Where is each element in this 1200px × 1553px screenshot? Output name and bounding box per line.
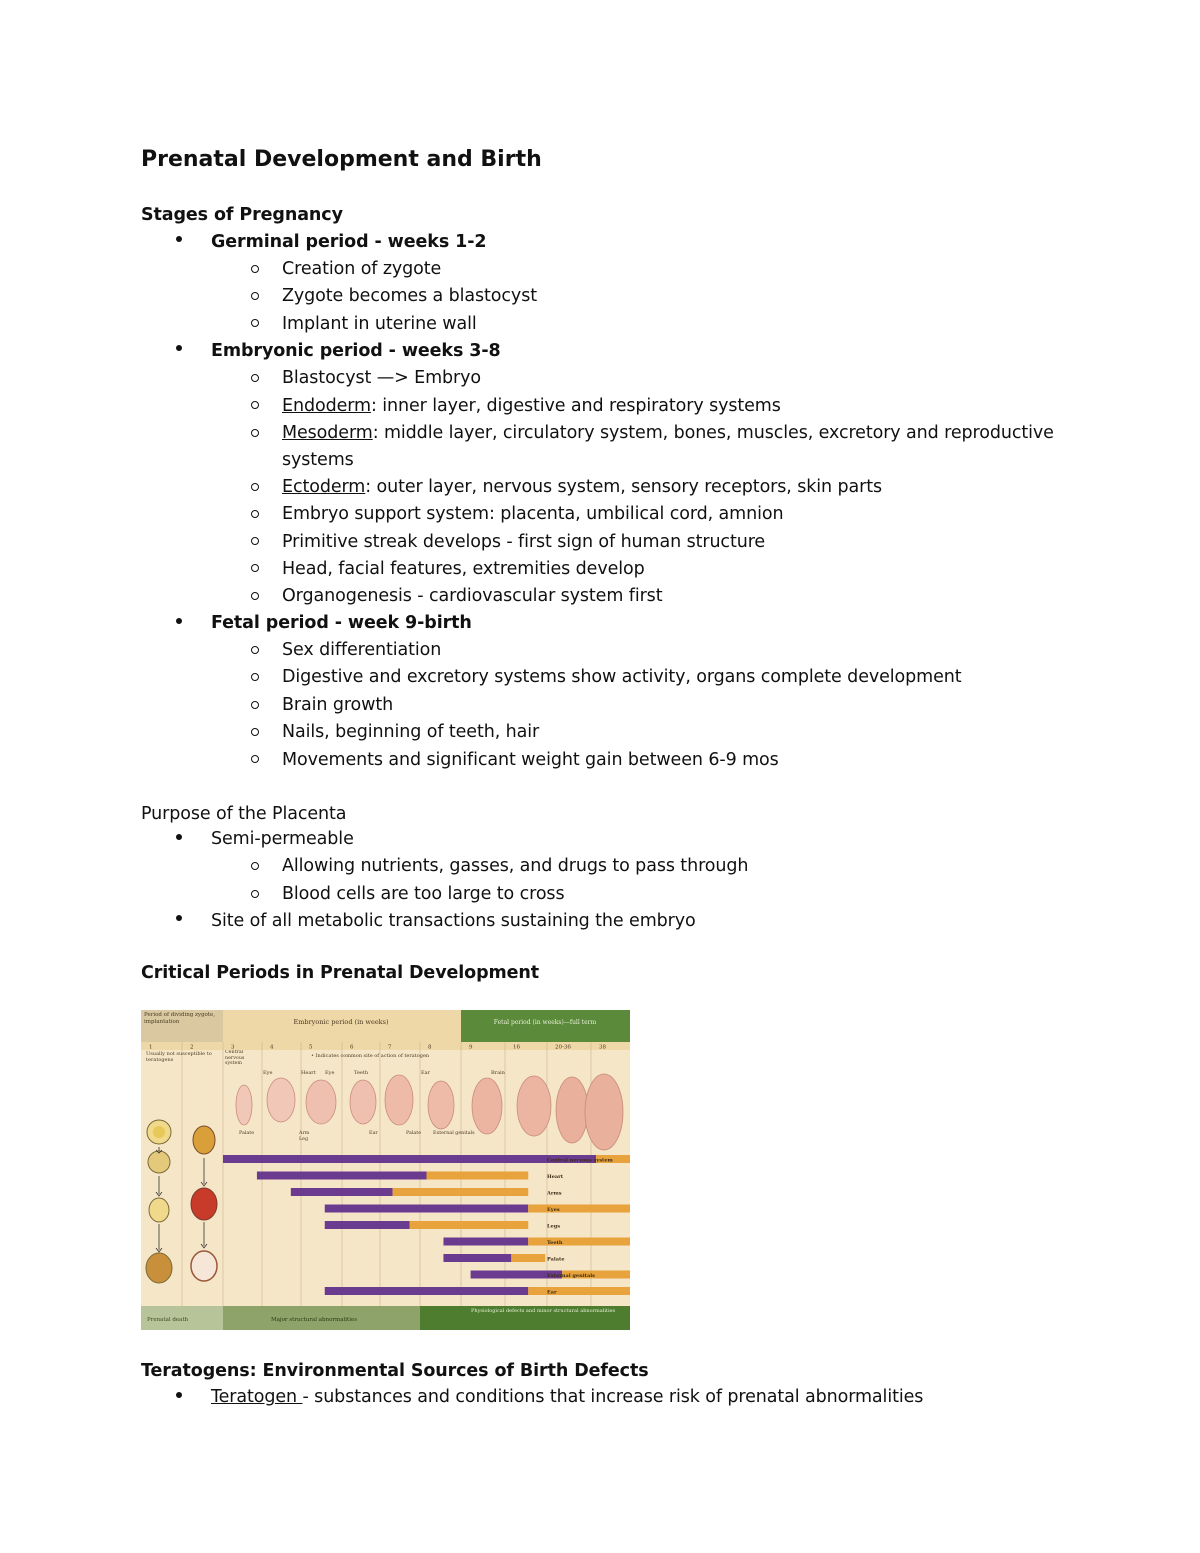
organ-label: Legs <box>547 1223 561 1230</box>
list-item: Nails, beginning of teeth, hair <box>282 722 540 742</box>
list-item: Digestive and excretory systems show activity, organs complete development <box>282 667 962 687</box>
circle-bullet-icon <box>251 401 259 409</box>
circle-bullet-icon <box>251 292 259 300</box>
week-label: 20-36 <box>555 1044 571 1051</box>
header-mid: Embryonic period (in weeks) <box>293 1018 389 1026</box>
list-item: Blastocyst —> Embryo <box>282 368 481 388</box>
organ-label: Teeth <box>547 1240 563 1246</box>
teratogen-term: Teratogen <box>211 1387 303 1407</box>
organ-less-sensitive-bar <box>410 1221 529 1229</box>
embryo-label: Palate <box>406 1131 422 1136</box>
embryo-label: Ear <box>369 1131 378 1136</box>
embryo-week4-illustration <box>267 1078 295 1122</box>
fetus-week16-illustration <box>517 1076 551 1136</box>
week-label: 7 <box>388 1044 392 1051</box>
list-item: Brain growth <box>282 695 394 715</box>
circle-bullet-icon <box>251 537 259 545</box>
list-item: Allowing nutrients, gasses, and drugs to pass through <box>282 856 749 876</box>
circle-bullet-icon <box>251 483 259 491</box>
organ-less-sensitive-bar <box>528 1238 630 1246</box>
organ-sensitive-bar <box>325 1205 529 1213</box>
circle-bullet-icon <box>251 564 259 572</box>
embryo-label: Arm <box>299 1131 310 1136</box>
week-label: 6 <box>350 1044 354 1051</box>
blastocyst-illustration <box>149 1198 169 1222</box>
morula-illustration <box>148 1151 170 1173</box>
critical-heading: Critical Periods in Prenatal Development <box>141 963 540 983</box>
organ-sensitive-bar <box>325 1287 529 1295</box>
circle-bullet-icon <box>251 862 259 870</box>
organ-sensitive-bar <box>443 1238 528 1246</box>
circle-bullet-icon <box>251 755 259 763</box>
embryo-label: Eye <box>325 1070 335 1076</box>
note-mid: • Indicates common site of action of teratogen <box>311 1053 430 1059</box>
circle-bullet-icon <box>251 510 259 518</box>
circle-bullet-icon <box>251 592 259 600</box>
bullet-icon <box>176 915 182 921</box>
list-item: Blood cells are too large to cross <box>282 884 565 904</box>
embryo-label: Eye <box>263 1070 273 1076</box>
fetal-label: Fetal period - week 9-birth <box>211 613 472 633</box>
embryo-label: Ear <box>421 1070 431 1076</box>
critical-periods-chart <box>141 1010 630 1330</box>
week-label: 16 <box>513 1044 520 1051</box>
implantation-illustration-3 <box>191 1251 217 1281</box>
note-left: Usually not susceptible to teratogens <box>146 1051 212 1063</box>
organ-sensitive-bar <box>291 1188 393 1196</box>
list-item: Sex differentiation <box>282 640 442 660</box>
list-item: Implant in uterine wall <box>282 314 477 334</box>
list-item: Organogenesis - cardiovascular system first <box>282 586 663 606</box>
organ-label: Heart <box>547 1174 564 1180</box>
organ-less-sensitive-bar <box>528 1205 630 1213</box>
bullet-icon <box>176 345 182 351</box>
embryo-week5-illustration <box>306 1080 336 1124</box>
bullet-icon <box>176 1392 182 1398</box>
week-label: 5 <box>309 1044 313 1051</box>
list-item: Head, facial features, extremities develop <box>282 559 645 579</box>
week-label: 8 <box>428 1044 432 1051</box>
list-item: Creation of zygote <box>282 259 442 279</box>
footer-mid: Major structural abnormalities <box>271 1317 358 1323</box>
organ-label: Ear <box>547 1289 557 1296</box>
list-item: Primitive streak develops - first sign of human structure <box>282 532 766 552</box>
organ-sensitive-bar <box>325 1221 410 1229</box>
organ-label: Eyes <box>547 1207 560 1213</box>
organ-sensitive-bar <box>223 1155 596 1163</box>
embryo-week3-illustration <box>236 1085 252 1125</box>
implanting-blastocyst-illustration <box>146 1253 172 1283</box>
teratogens-heading: Teratogens: Environmental Sources of Birth Defects <box>141 1361 649 1381</box>
embryo-label: Heart <box>301 1070 316 1076</box>
endoderm-term: Endoderm <box>282 396 371 416</box>
cns-label: Central nervous system <box>225 1050 245 1066</box>
embryo-label: Palate <box>239 1131 255 1136</box>
embryo-week7-illustration <box>385 1075 413 1125</box>
endoderm-def: : inner layer, digestive and respiratory systems <box>370 396 781 416</box>
germinal-label: Germinal period - weeks 1-2 <box>211 232 487 252</box>
week-label: 2 <box>190 1044 194 1051</box>
organ-label: External genitals <box>547 1273 595 1279</box>
page-title: Prenatal Development and Birth <box>141 147 542 172</box>
embryo-label: Leg <box>299 1137 309 1142</box>
fetal-header-cell <box>461 1010 630 1042</box>
organ-sensitive-bar <box>443 1254 511 1262</box>
week-label: 38 <box>599 1044 606 1051</box>
list-item <box>282 395 781 417</box>
organ-less-sensitive-bar <box>528 1287 630 1295</box>
circle-bullet-icon <box>251 890 259 898</box>
fetus-week9-illustration <box>472 1078 502 1134</box>
organ-label: Central nervous system <box>547 1157 613 1164</box>
circle-bullet-icon <box>251 265 259 273</box>
circle-bullet-icon <box>251 646 259 654</box>
placenta-heading: Purpose of the Placenta <box>141 804 347 824</box>
mesoderm-term: Mesoderm <box>282 423 373 443</box>
embryo-week6-illustration <box>350 1080 376 1124</box>
organ-less-sensitive-bar <box>427 1172 529 1180</box>
organ-label: Palate <box>547 1256 565 1263</box>
organ-less-sensitive-bar <box>393 1188 529 1196</box>
circle-bullet-icon <box>251 701 259 709</box>
fetus-week20-illustration <box>556 1077 588 1143</box>
embryo-label: External genitals <box>433 1131 475 1136</box>
circle-bullet-icon <box>251 319 259 327</box>
circle-bullet-icon <box>251 429 259 437</box>
embryonic-header-cell <box>223 1010 461 1042</box>
circle-bullet-icon <box>251 673 259 681</box>
week-label: 1 <box>149 1044 153 1051</box>
organ-sensitive-bar <box>257 1172 427 1180</box>
list-item <box>282 476 882 498</box>
embryo-week8-illustration <box>428 1081 454 1129</box>
week-label: 4 <box>270 1044 274 1051</box>
circle-bullet-icon <box>251 374 259 382</box>
implantation-illustration-2 <box>191 1188 217 1220</box>
ectoderm-def: : outer layer, nervous system, sensory receptors, skin parts <box>365 477 882 497</box>
critical-periods-figure <box>141 1010 630 1330</box>
list-item: Movements and significant weight gain between 6-9 mos <box>282 750 779 770</box>
teratogen-def: - substances and conditions that increase risk of prenatal abnormalities <box>302 1387 924 1407</box>
list-item <box>211 1386 923 1408</box>
week-label: 3 <box>231 1044 235 1051</box>
stages-heading: Stages of Pregnancy <box>141 205 343 225</box>
list-item <box>282 422 1054 444</box>
organ-less-sensitive-bar <box>511 1254 545 1262</box>
fetus-week38-illustration <box>585 1074 623 1150</box>
organ-label: Arms <box>547 1190 562 1197</box>
embryonic-label: Embryonic period - weeks 3-8 <box>211 341 501 361</box>
week-label: 9 <box>469 1044 473 1051</box>
list-item: Site of all metabolic transactions sustaining the embryo <box>211 911 696 931</box>
bullet-icon <box>176 618 182 624</box>
bullet-icon <box>176 834 182 840</box>
bullet-icon <box>176 236 182 242</box>
implantation-illustration-1 <box>193 1126 215 1154</box>
zygote-core <box>153 1126 165 1138</box>
header-right: Fetal period (in weeks)—full term <box>493 1019 597 1026</box>
list-item: Embryo support system: placenta, umbilical cord, amnion <box>282 504 784 524</box>
list-item-continuation: systems <box>282 450 354 470</box>
list-item: Zygote becomes a blastocyst <box>282 286 537 306</box>
footer-left: Prenatal death <box>147 1317 189 1323</box>
header-left: Period of dividing zygote, implantation <box>144 1012 216 1025</box>
embryo-label: Brain <box>491 1070 505 1076</box>
embryo-label: Teeth <box>354 1070 369 1076</box>
circle-bullet-icon <box>251 728 259 736</box>
footer-right: Physiological defects and minor structural abnormalities <box>471 1308 616 1314</box>
ectoderm-term: Ectoderm <box>282 477 366 497</box>
list-item: Semi-permeable <box>211 829 354 849</box>
mesoderm-def: : middle layer, circulatory system, bones, muscles, excretory and reproductive <box>372 423 1054 443</box>
